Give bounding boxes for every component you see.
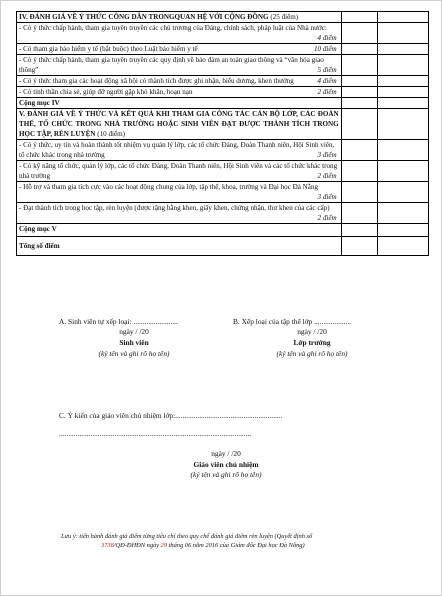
self-score-cell[interactable] xyxy=(341,109,377,140)
section-v-header xyxy=(17,109,342,140)
grand-total-label: Tổng số điểm xyxy=(17,237,342,256)
table-row xyxy=(17,23,429,44)
criterion-points: 4 điểm xyxy=(317,77,337,85)
footnote xyxy=(61,533,401,550)
student-signature-note: (ký tên và ghi rõ họ tên) xyxy=(98,349,170,358)
criterion-text: - Có kỹ năng tổ chức, quản lý lớp, các tổ chức Đảng, Đoàn Thanh niên, Hội Sinh viên và các tổ chức khác trong nhà trường xyxy=(19,162,338,180)
class-classify-line[interactable]: B. Xếp loại của tập thể lớp .................... xyxy=(233,317,352,326)
criterion-points: 4 điểm xyxy=(317,34,337,42)
teacher-opinion-dots[interactable]: ........................................................................................................ xyxy=(59,429,252,438)
self-score-cell[interactable] xyxy=(341,161,377,182)
class-score-cell[interactable] xyxy=(377,12,428,23)
criterion-text: - Có ý thức chấp hành, tham gia tuyên truyền các quy định về bảo đảm an toàn giao thông và “văn hóa giao thông” xyxy=(19,56,324,74)
class-score-cell[interactable] xyxy=(377,44,428,55)
criterion-points: 3 điểm xyxy=(317,193,337,201)
footnote-prefix: Lưu ý: tiến hành đánh giá điểm từng tiêu chí theo quy chế đánh giá điểm rèn luyện (Quyết định số xyxy=(61,533,313,540)
teacher-opinion-line[interactable]: C. Ý kiến của giáo viên chủ nhiệm lớp:.......................................................... xyxy=(59,411,283,420)
criterion-text: - Có ý thức chấp hành, tham gia tuyên truyền các chủ trương của Đảng, chính sách, pháp luật của Nhà nước: xyxy=(19,24,327,32)
section-v-header-row xyxy=(17,109,429,140)
section-iv-title: IV. ĐÁNH GIÁ VỀ Ý THỨC CÔNG DÂN TRONGQUAN HỆ VỚI CỘNG ĐỒNG xyxy=(19,13,269,21)
table-row xyxy=(17,140,429,161)
criterion-text: - Hỗ trợ và tham gia tích cực vào các hoạt động chung của lớp, tập thể, khoa, trường và Đại học Đà Nẵng xyxy=(19,183,319,191)
section-iv-header xyxy=(17,12,342,23)
footnote-suffix: tháng 06 năm 2016 của Giám đốc Đại học Đà Nẵng) xyxy=(167,541,305,549)
section-iv-header-row xyxy=(17,12,429,23)
table-row xyxy=(17,87,429,98)
class-signature-title: Lớp trưởng xyxy=(293,338,331,347)
criterion-points: 2 điểm xyxy=(317,214,337,222)
self-score-cell[interactable] xyxy=(341,140,377,161)
section-iv-total-row xyxy=(17,98,429,109)
table-row xyxy=(17,55,429,76)
self-score-cell[interactable] xyxy=(341,182,377,203)
section-v-total-row xyxy=(17,224,429,237)
class-score-cell[interactable] xyxy=(377,87,428,98)
decision-number: 3738 xyxy=(101,541,114,549)
criterion-text: - Có tinh thần chia sẻ, giúp đỡ người gặp khó khăn, hoạn nạn xyxy=(19,88,193,96)
decision-day: 29 xyxy=(160,541,168,549)
class-score-cell[interactable] xyxy=(377,23,428,44)
table-row xyxy=(17,76,429,87)
class-score-cell[interactable] xyxy=(377,203,428,224)
student-classify-line[interactable]: A. Sinh viên tự xếp loại: ........................ xyxy=(59,317,178,326)
class-score-cell[interactable] xyxy=(377,237,428,256)
self-score-cell[interactable] xyxy=(341,23,377,44)
class-score-cell[interactable] xyxy=(377,161,428,182)
self-score-cell[interactable] xyxy=(341,76,377,87)
criterion-text: - Có ý thức, uy tín và hoàn thành tốt nhiệm vụ quản lý lớp, các tổ chức Đảng, Đoàn Thanh niên, Hội Sinh viên, tổ chức khác trong nhà trường xyxy=(19,141,335,159)
self-score-cell[interactable] xyxy=(341,44,377,55)
class-score-cell[interactable] xyxy=(377,182,428,203)
self-score-cell[interactable] xyxy=(341,12,377,23)
class-score-cell[interactable] xyxy=(377,224,428,237)
criterion-points: 5 điểm xyxy=(317,66,337,74)
criterion-text: - Đạt thành tích trong học tập, rèn luyện (được tặng bằng khen, giấy khen, chứng nhận, thư khen của các cấp) xyxy=(19,204,330,212)
section-iv-points: (25 điểm) xyxy=(270,13,299,21)
section-iv-total-label: Cộng mục IV xyxy=(17,98,342,109)
teacher-signature-note: (ký tên và ghi rõ họ tên) xyxy=(190,470,262,479)
student-signature-title: Sinh viên xyxy=(119,338,149,347)
class-score-cell[interactable] xyxy=(377,109,428,140)
criterion-points: 10 điểm xyxy=(313,45,337,53)
criterion-points: 2 điểm xyxy=(317,88,337,96)
class-score-cell[interactable] xyxy=(377,98,428,109)
teacher-signature-title: Giáo viên chủ nhiệm xyxy=(193,460,259,469)
self-score-cell[interactable] xyxy=(341,224,377,237)
criterion-text: - Có ý thức tham gia các hoạt động xã hội có thành tích được ghi nhận, biểu dương, khen thưởng xyxy=(19,77,294,85)
section-v-title: V. ĐÁNH GIÁ VỀ Ý THỨC VÀ KẾT QUẢ KHI THAM GIA CÔNG TÁC CÁN BỘ LỚP, CÁC ĐOÀN THỂ, TỔ CHỨC TRONG NHÀ TRƯỜNG HOẶC SINH VIÊN ĐẠT ĐƯỢC THÀNH TÍCH TRONG HỌC TẬP, RÈN LUYỆN xyxy=(19,110,339,138)
self-score-cell[interactable] xyxy=(341,55,377,76)
section-v-total-label: Cộng mục V xyxy=(17,224,342,237)
class-score-cell[interactable] xyxy=(377,55,428,76)
table-row xyxy=(17,161,429,182)
self-score-cell[interactable] xyxy=(341,87,377,98)
table-row xyxy=(17,203,429,224)
teacher-date[interactable]: ngày / /20 xyxy=(211,449,241,458)
class-score-cell[interactable] xyxy=(377,140,428,161)
table-row xyxy=(17,44,429,55)
section-v-points: (10 điểm) xyxy=(97,130,126,138)
self-score-cell[interactable] xyxy=(341,98,377,109)
class-signature-note: (ký tên và ghi rõ họ tên) xyxy=(276,349,348,358)
criterion-points: 3 điểm xyxy=(317,151,337,159)
criterion-points: 2 điểm xyxy=(317,172,337,180)
class-date[interactable]: ngày / /20 xyxy=(297,327,327,336)
footnote-mid: /QĐ-ĐHĐN ngày xyxy=(113,541,160,549)
self-score-cell[interactable] xyxy=(341,203,377,224)
table-row xyxy=(17,182,429,203)
grand-total-row xyxy=(17,237,429,256)
student-date[interactable]: ngày / /20 xyxy=(119,327,149,336)
criterion-text: - Có tham gia bảo hiểm y tế (bắt buộc) theo Luật bảo hiểm y tế xyxy=(19,45,198,53)
class-score-cell[interactable] xyxy=(377,76,428,87)
evaluation-table xyxy=(16,11,429,256)
self-score-cell[interactable] xyxy=(341,237,377,256)
